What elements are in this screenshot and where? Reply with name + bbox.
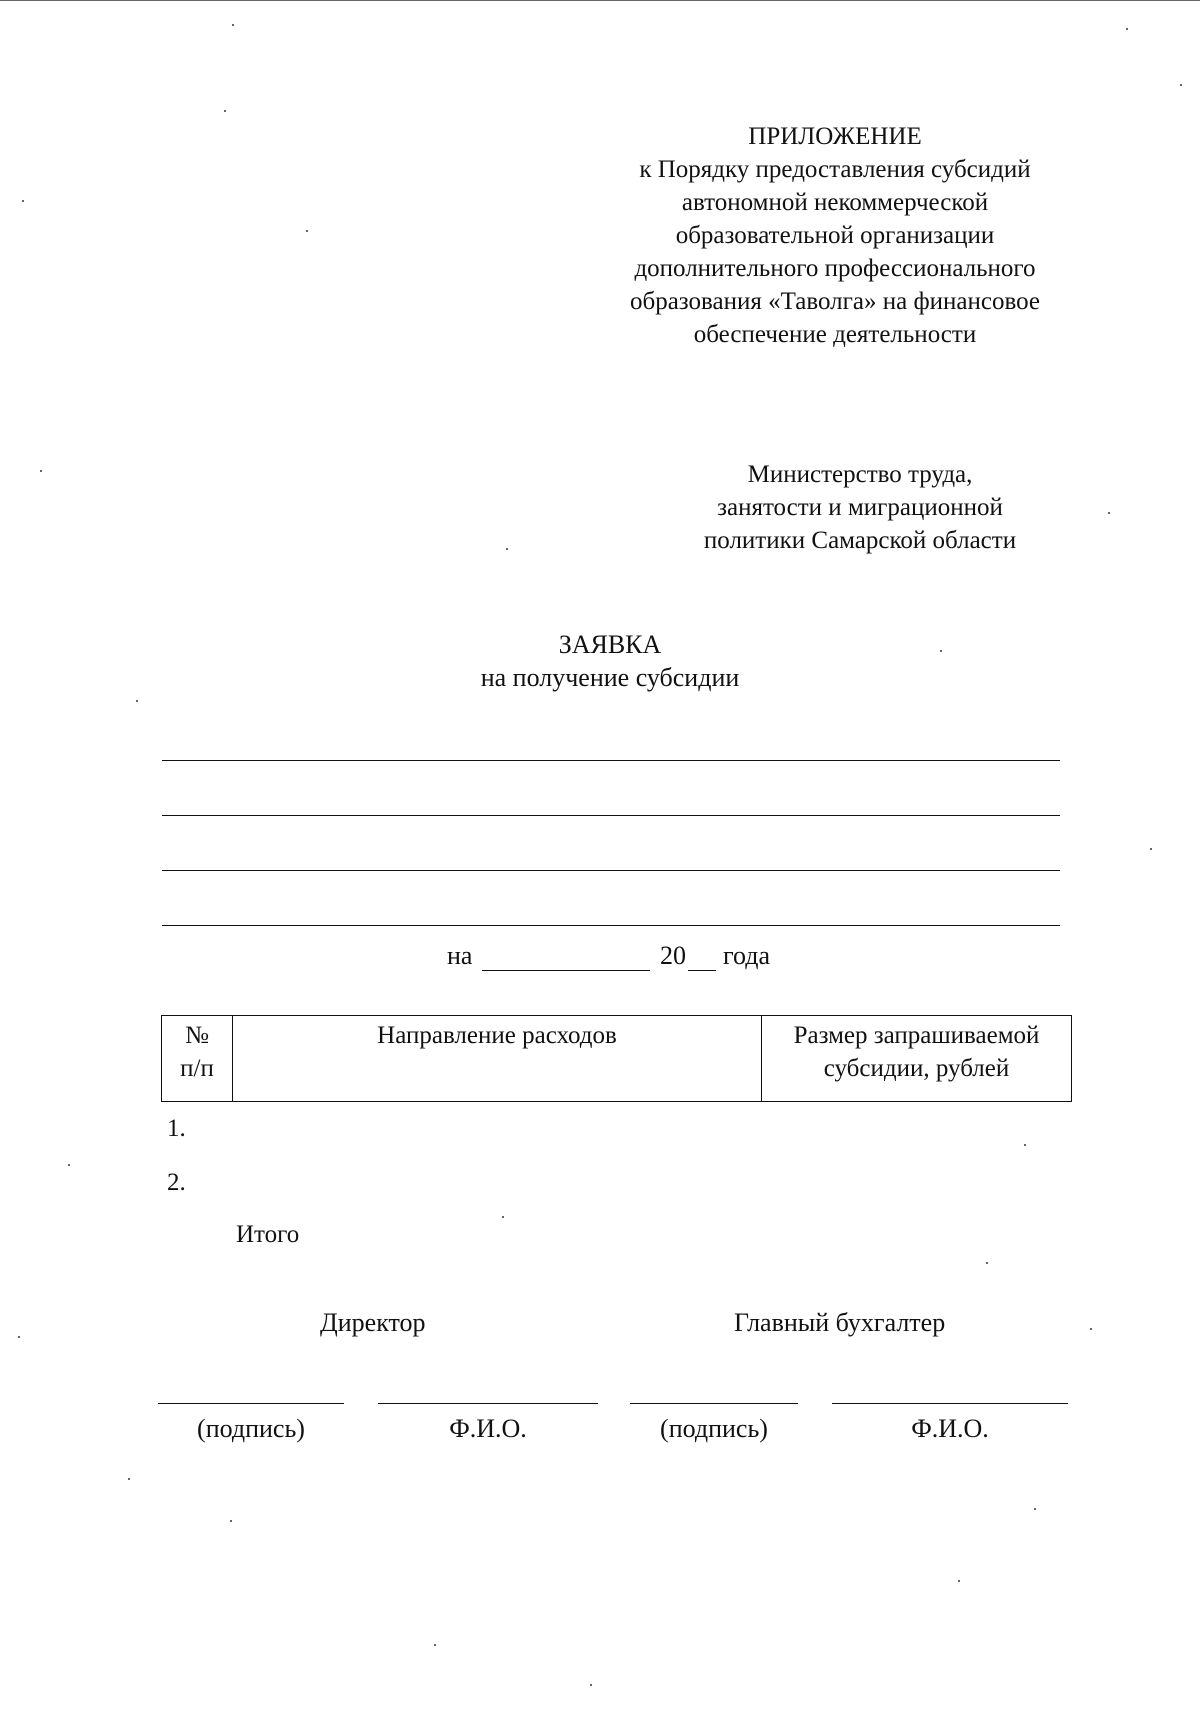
- scan-speck: [1180, 84, 1182, 86]
- request-subtitle: на получение субсидии: [480, 663, 740, 692]
- request-heading: [400, 628, 820, 694]
- scan-speck: [306, 230, 308, 232]
- fill-in-line[interactable]: [162, 925, 1060, 926]
- accountant-signature-line[interactable]: [630, 1403, 798, 1404]
- scan-speck: [1034, 1508, 1036, 1510]
- period-month-blank[interactable]: [482, 970, 650, 971]
- scan-speck: [1108, 512, 1110, 514]
- recipient-line: занятости и миграционной: [717, 494, 1003, 521]
- scan-speck: [224, 110, 226, 112]
- table-row-number: 1.: [167, 1115, 186, 1142]
- scan-speck: [506, 548, 508, 550]
- cost-table: [161, 1015, 1072, 1102]
- accountant-name-line[interactable]: [832, 1403, 1068, 1404]
- director-name-caption: Ф.И.О.: [449, 1414, 527, 1443]
- director-name-line[interactable]: [378, 1403, 598, 1404]
- scan-speck: [230, 1520, 232, 1522]
- appendix-line: образовательной организации: [675, 222, 995, 249]
- director-signature-line[interactable]: [158, 1403, 344, 1404]
- accountant-signature-caption: (подпись): [660, 1414, 768, 1443]
- period-suffix: года: [723, 941, 771, 970]
- fill-in-line[interactable]: [162, 870, 1060, 871]
- scan-speck: [128, 1478, 130, 1480]
- scan-speck: [22, 200, 24, 202]
- appendix-line: к Порядку предоставления субсидий: [639, 156, 1031, 183]
- recipient-line: Министерство труда,: [747, 461, 973, 488]
- appendix-title: ПРИЛОЖЕНИЕ: [748, 123, 922, 150]
- scan-speck: [136, 700, 138, 702]
- header-amount-line: субсидии, рублей: [823, 1055, 1010, 1082]
- appendix-line: обеспечение деятельности: [693, 321, 977, 348]
- appendix-line: автономной некоммерческой: [681, 189, 989, 216]
- appendix-block: [585, 120, 1085, 351]
- scan-speck: [958, 1580, 960, 1582]
- fill-in-line[interactable]: [162, 815, 1060, 816]
- recipient-block: [660, 458, 1060, 557]
- accountant-name-caption: Ф.И.О.: [911, 1414, 989, 1443]
- accountant-label: Главный бухгалтер: [734, 1308, 946, 1337]
- scan-speck: [590, 1684, 592, 1686]
- request-title: ЗАЯВКА: [558, 630, 662, 659]
- scan-speck: [502, 1216, 504, 1218]
- appendix-line: дополнительного профессионального: [634, 255, 1036, 282]
- scan-speck: [232, 24, 234, 26]
- header-amount: [762, 1016, 1072, 1102]
- table-row-number: 2.: [167, 1169, 186, 1196]
- period-year-prefix: 20: [660, 941, 686, 970]
- header-number-line: п/п: [180, 1055, 214, 1082]
- scan-speck: [40, 470, 42, 472]
- table-header-row: [162, 1016, 1072, 1102]
- scan-speck: [68, 1164, 70, 1166]
- scan-speck: [986, 1262, 988, 1264]
- header-number-line: №: [185, 1022, 209, 1049]
- scan-speck: [1024, 1144, 1026, 1146]
- recipient-line: политики Самарской области: [703, 527, 1017, 554]
- scan-edge-line: [0, 0, 1200, 1]
- scan-speck: [18, 1336, 20, 1338]
- header-amount-line: Размер запрашиваемой: [793, 1022, 1040, 1049]
- scan-speck: [940, 650, 942, 652]
- appendix-line: образования «Таволга» на финансовое: [629, 288, 1041, 315]
- header-direction: Направление расходов: [233, 1016, 762, 1102]
- scan-speck: [1150, 848, 1152, 850]
- period-year-blank[interactable]: [688, 970, 716, 971]
- header-number: [162, 1016, 233, 1102]
- fill-in-line[interactable]: [162, 760, 1060, 761]
- director-label: Директор: [320, 1308, 426, 1337]
- scan-speck: [1126, 28, 1128, 30]
- director-signature-caption: (подпись): [197, 1414, 305, 1443]
- scan-speck: [434, 1644, 436, 1646]
- period-prefix: на: [447, 941, 473, 970]
- scan-speck: [1090, 1328, 1092, 1330]
- total-label: Итого: [236, 1221, 300, 1248]
